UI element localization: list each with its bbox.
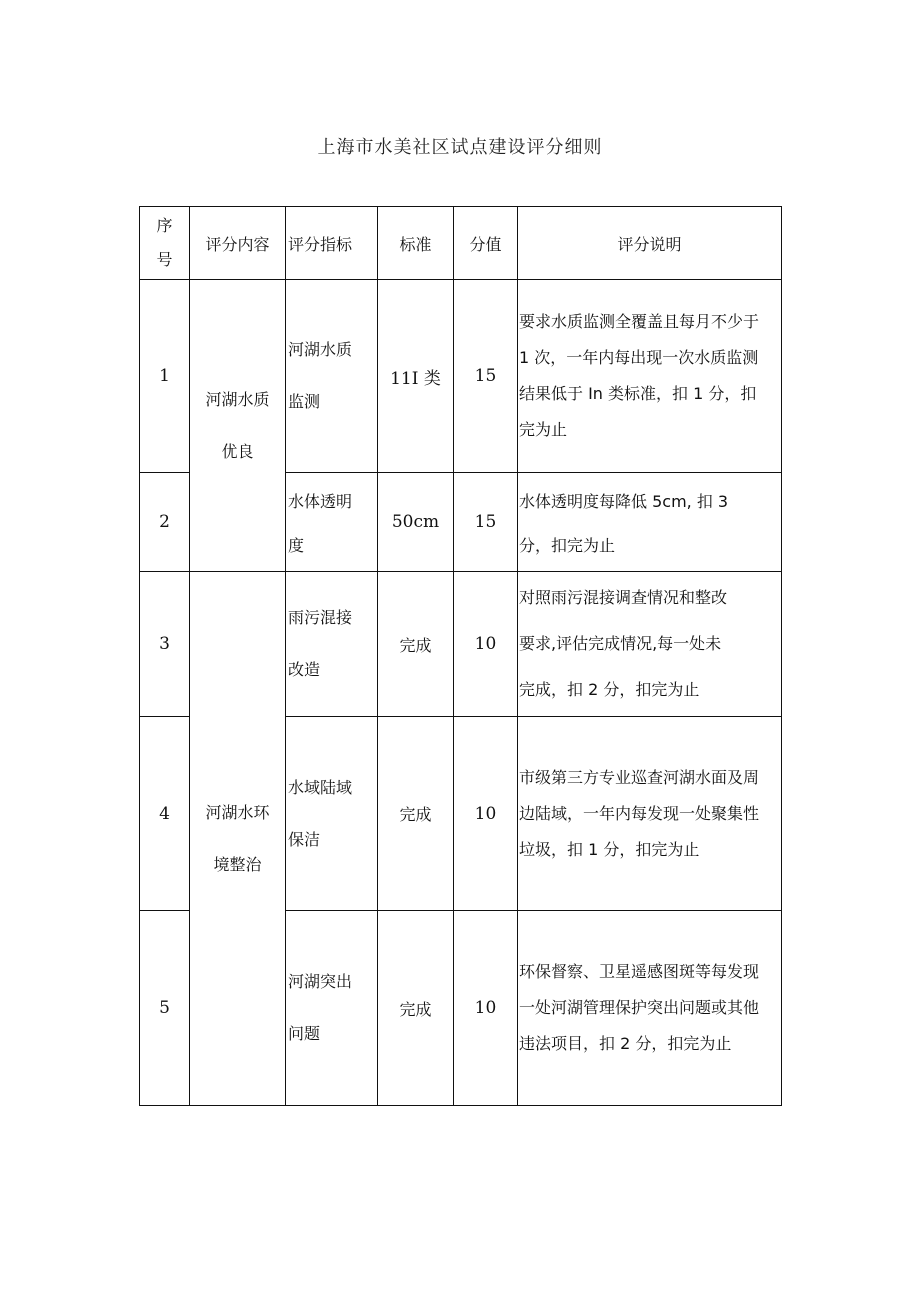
score-cell: 10 — [454, 572, 518, 717]
score-cell: 15 — [454, 280, 518, 473]
description-cell — [518, 473, 782, 572]
description-line: 要求,评估完成情况,每一处未 — [519, 634, 722, 653]
indicator-line2: 改造 — [288, 660, 321, 679]
description-line: 一处河湖管理保护突出问题或其他 — [519, 998, 760, 1017]
score-cell: 10 — [454, 911, 518, 1106]
description-line: 分，扣完为止 — [519, 536, 616, 555]
description-line: 完成，扣 2 分，扣完为止 — [519, 680, 700, 699]
indicator-line1: 河湖突出 — [288, 972, 353, 991]
description-cell — [518, 280, 782, 473]
row-seq: 2 — [140, 473, 190, 572]
description-line: 结果低于 In 类标准，扣 1 分，扣 — [519, 384, 757, 403]
header-description: 评分说明 — [518, 207, 782, 280]
description-line: 边陆域，一年内每发现一处聚集性 — [519, 803, 760, 823]
header-standard: 标准 — [378, 207, 454, 280]
header-seq-line1: 序 — [156, 216, 173, 235]
category-line2: 境整治 — [213, 854, 262, 874]
scoring-table — [139, 206, 782, 1106]
row-seq: 1 — [140, 280, 190, 473]
description-line: 垃圾，扣 1 分，扣完为止 — [519, 839, 700, 859]
row-seq: 4 — [140, 717, 190, 911]
row-seq: 5 — [140, 911, 190, 1106]
description-line: 要求水质监测全覆盖且每月不少于 — [519, 312, 760, 331]
description-line: 水体透明度每降低 5cm, 扣 3 — [519, 492, 729, 511]
category-cell — [190, 280, 286, 572]
header-score: 分值 — [454, 207, 518, 280]
row-seq: 3 — [140, 572, 190, 717]
category-cell — [190, 572, 286, 1106]
description-cell — [518, 572, 782, 717]
document-title: 上海市水美社区试点建设评分细则 — [317, 137, 603, 158]
table-row — [140, 280, 782, 473]
description-line: 违法项目，扣 2 分，扣完为止 — [519, 1034, 732, 1053]
indicator-cell — [286, 280, 378, 473]
standard-cell: 50cm — [378, 473, 454, 572]
description-cell — [518, 717, 782, 911]
standard-cell: 完成 — [378, 911, 454, 1106]
description-line: 完为止 — [519, 420, 568, 439]
standard-cell: 完成 — [378, 572, 454, 717]
description-line: 环保督察、卫星遥感图斑等每发现 — [519, 962, 760, 981]
indicator-cell — [286, 572, 378, 717]
category-line1: 河湖水环 — [205, 802, 270, 822]
description-line: 1 次，一年内每出现一次水质监测 — [519, 348, 759, 367]
table-row — [140, 572, 782, 717]
indicator-line1: 水域陆域 — [288, 777, 353, 797]
header-content: 评分内容 — [190, 207, 286, 280]
indicator-line2: 问题 — [288, 1024, 321, 1043]
indicator-cell — [286, 717, 378, 911]
indicator-line1: 水体透明 — [288, 492, 353, 511]
indicator-line1: 雨污混接 — [288, 608, 353, 627]
indicator-line2: 保洁 — [288, 829, 321, 849]
score-cell: 10 — [454, 717, 518, 911]
category-line1: 河湖水质 — [205, 389, 270, 409]
header-seq-line2: 号 — [156, 250, 173, 269]
indicator-line1: 河湖水质 — [288, 340, 353, 359]
header-seq — [140, 207, 190, 280]
indicator-cell — [286, 911, 378, 1106]
indicator-cell — [286, 473, 378, 572]
indicator-line2: 度 — [288, 536, 305, 555]
description-line: 市级第三方专业巡查河湖水面及周 — [519, 767, 760, 787]
description-cell — [518, 911, 782, 1106]
header-indicator: 评分指标 — [286, 207, 378, 280]
indicator-line2: 监测 — [288, 392, 321, 411]
standard-cell: 完成 — [378, 717, 454, 911]
table-header-row — [140, 207, 782, 280]
description-line: 对照雨污混接调查情况和整改 — [519, 588, 728, 607]
score-cell: 15 — [454, 473, 518, 572]
standard-cell: 11I 类 — [378, 280, 454, 473]
category-line2: 优良 — [221, 441, 254, 461]
